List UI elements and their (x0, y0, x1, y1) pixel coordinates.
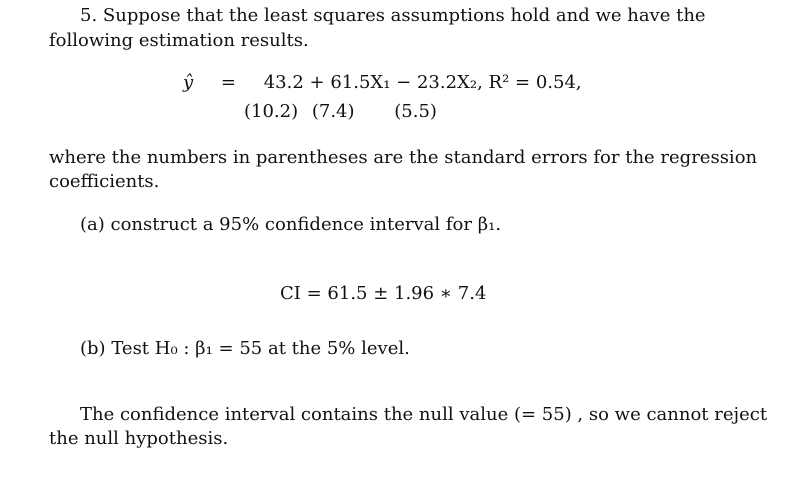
part-a (80, 215, 501, 236)
se-intercept: (10.2) (244, 101, 299, 122)
problem-intro-text-1: Suppose that the least squares assumptions hold and we have the (102, 5, 706, 26)
confidence-interval-formula: CI = 61.5 ± 1.96 ∗ 7.4 (280, 283, 487, 304)
regression-equation (183, 72, 582, 93)
equation-rhs: 43.2 + 61.5X₁ − 23.2X₂, R² = 0.54, (263, 72, 582, 93)
part-b (80, 339, 410, 360)
problem-intro-line2: following estimation results. (49, 30, 309, 51)
se-x1: (7.4) (311, 101, 355, 122)
conclusion-line1: The confidence interval contains the null value (= 55) , so we cannot reject (80, 404, 768, 425)
part-b-label: (b) (80, 338, 106, 359)
part-a-text: construct a 95% confidence interval for β₁. (110, 214, 502, 235)
se-x2: (5.5) (394, 101, 437, 122)
explanation-line1: where the numbers in parentheses are the standard errors for the regression (49, 147, 758, 168)
problem-number: 5. (80, 5, 98, 26)
part-b-text: Test H₀ : β₁ = 55 at the 5% level. (111, 338, 410, 359)
equation-lhs: ŷ (183, 72, 194, 93)
problem-intro-line1 (80, 6, 706, 27)
explanation-line2: coefficients. (49, 171, 160, 192)
equation-equals: = (220, 72, 236, 93)
conclusion-line2: the null hypothesis. (49, 428, 229, 449)
part-a-label: (a) (80, 214, 105, 235)
standard-errors-row (244, 101, 437, 122)
